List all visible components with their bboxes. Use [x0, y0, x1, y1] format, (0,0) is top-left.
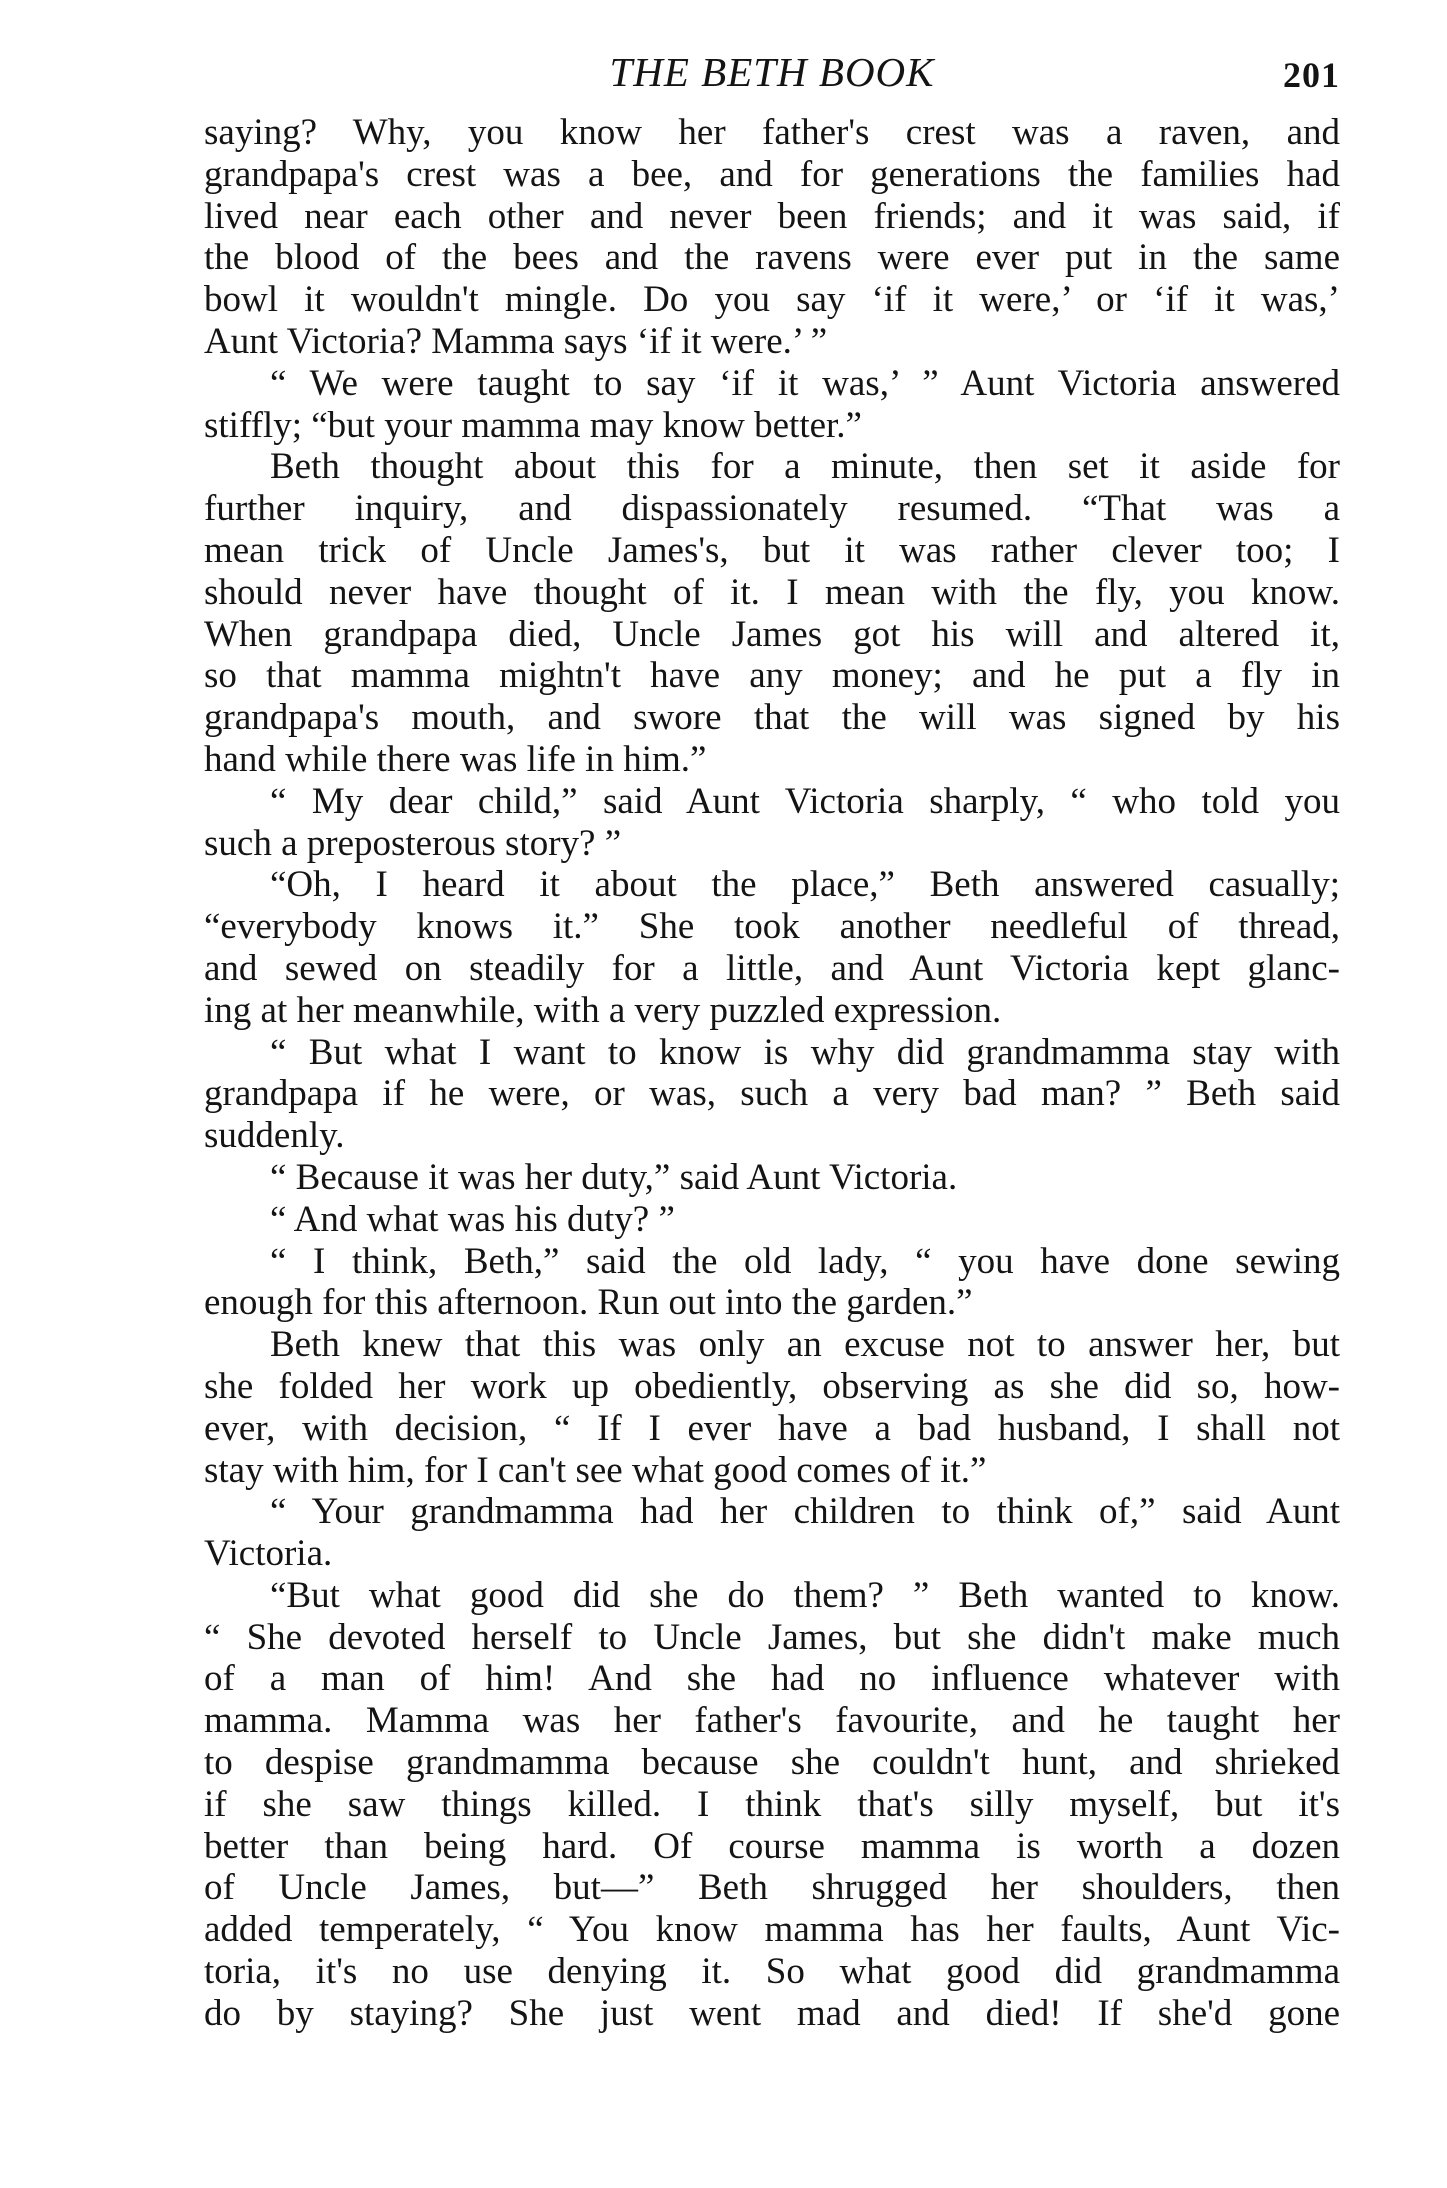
text-line: “ My dear child,” said Aunt Victoria sharply, “ who told you — [270, 780, 1340, 822]
text-line: Victoria. — [204, 1533, 333, 1575]
text-line: “ She devoted herself to Uncle James, but she didn't make much — [204, 1616, 1340, 1658]
text-line: she folded her work up obediently, observing as she did so, how- — [204, 1365, 1340, 1407]
text-line: to despise grandmamma because she couldn't hunt, and shrieked — [204, 1742, 1340, 1784]
text-line: ever, with decision, “ If I ever have a bad husband, I shall not — [204, 1407, 1340, 1449]
text-line: toria, it's no use denying it. So what good did grandmamma — [204, 1951, 1340, 1993]
text-line: “ I think, Beth,” said the old lady, “ you have done sewing — [270, 1240, 1340, 1282]
text-line: grandpapa's crest was a bee, and for generations the families had — [204, 153, 1340, 195]
text-line: “ Your grandmamma had her children to think of,” said Aunt — [270, 1491, 1340, 1533]
text-line: suddenly. — [204, 1115, 345, 1157]
text-line: better than being hard. Of course mamma is worth a dozen — [204, 1825, 1340, 1867]
text-line: added temperately, “ You know mamma has her faults, Aunt Vic- — [204, 1909, 1340, 1951]
text-line: enough for this afternoon. Run out into the garden.” — [204, 1282, 973, 1324]
text-line: “Oh, I heard it about the place,” Beth answered casually; — [270, 864, 1340, 906]
text-line: stay with him, for I can't see what good comes of it.” — [204, 1449, 987, 1491]
text-line: of a man of him! And she had no influence whatever with — [204, 1658, 1340, 1700]
text-line: should never have thought of it. I mean with the fly, you know. — [204, 571, 1340, 613]
text-line: of Uncle James, but—” Beth shrugged her shoulders, then — [204, 1867, 1340, 1909]
text-line: “everybody knows it.” She took another needleful of thread, — [204, 906, 1340, 948]
text-line: mamma. Mamma was her father's favourite, and he taught her — [204, 1700, 1340, 1742]
text-line: if she saw things killed. I think that's silly myself, but it's — [204, 1783, 1340, 1825]
text-line: “ And what was his duty? ” — [270, 1198, 675, 1240]
text-line: further inquiry, and dispassionately resumed. “That was a — [204, 488, 1340, 530]
running-title: THE BETH BOOK — [609, 49, 935, 95]
text-line: stiffly; “but your mamma may know better.” — [204, 404, 862, 446]
running-head — [204, 48, 1340, 112]
text-line: “ Because it was her duty,” said Aunt Victoria. — [270, 1156, 958, 1198]
text-line: Beth knew that this was only an excuse not to answer her, but — [270, 1324, 1340, 1366]
text-line: “ We were taught to say ‘if it was,’ ” Aunt Victoria answered — [270, 362, 1340, 404]
page-number: 201 — [1283, 55, 1340, 95]
text-line: grandpapa's mouth, and swore that the will was signed by his — [204, 697, 1340, 739]
text-line: Aunt Victoria? Mamma says ‘if it were.’ ” — [204, 320, 828, 362]
text-line: do by staying? She just went mad and died! If she'd gone — [204, 1992, 1340, 2034]
text-line: “ But what I want to know is why did grandmamma stay with — [270, 1031, 1340, 1073]
text-line: When grandpapa died, Uncle James got his will and altered it, — [204, 613, 1340, 655]
text-line: lived near each other and never been friends; and it was said, if — [204, 195, 1340, 237]
text-line: bowl it wouldn't mingle. Do you say ‘if it were,’ or ‘if it was,’ — [204, 279, 1340, 321]
text-line: Beth thought about this for a minute, then set it aside for — [270, 446, 1340, 488]
text-line: grandpapa if he were, or was, such a very bad man? ” Beth said — [204, 1073, 1340, 1115]
text-line: such a preposterous story? ” — [204, 822, 622, 864]
text-line: ing at her meanwhile, with a very puzzled expression. — [204, 989, 1002, 1031]
text-line: saying? Why, you know her father's crest was a raven, and — [204, 112, 1340, 153]
text-line: the blood of the bees and the ravens were ever put in the same — [204, 237, 1340, 279]
text-line: so that mamma mightn't have any money; and he put a fly in — [204, 655, 1340, 697]
text-line: hand while there was life in him.” — [204, 738, 707, 780]
book-page — [204, 48, 1340, 2035]
text-line: and sewed on steadily for a little, and Aunt Victoria kept glanc- — [204, 947, 1340, 989]
text-line: “But what good did she do them? ” Beth wanted to know. — [270, 1574, 1340, 1616]
text-line: mean trick of Uncle James's, but it was rather clever too; I — [204, 529, 1340, 571]
body-text — [204, 112, 1340, 2035]
